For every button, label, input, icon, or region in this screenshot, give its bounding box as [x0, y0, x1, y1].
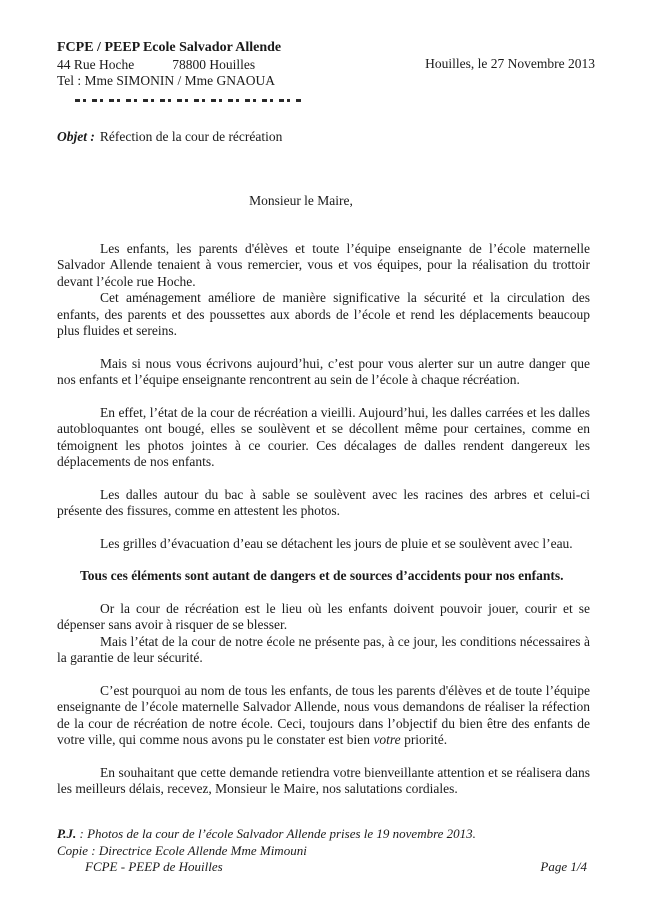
- letter-footer: [57, 826, 590, 876]
- request-text-end: priorité.: [400, 732, 448, 747]
- paragraph-playground-purpose: Or la cour de récréation est le lieu où les enfants doivent pouvoir jouer, courir et se dépenser sans avoir à risquer de se blesser.: [57, 600, 590, 632]
- footer-bottom-row: [57, 859, 590, 876]
- subject-label: Objet :: [57, 128, 95, 144]
- sender-city: 78800 Houilles: [172, 56, 256, 72]
- paragraph-thanks: Les enfants, les parents d'élèves et toute l’équipe enseignante de l’école maternelle Salvador Allende tenaient à vous remercier, vous et vos équipes, pour la réalisation du trottoir devant l’école rue Hoche.: [57, 240, 590, 289]
- redacted-phone-line: [75, 99, 303, 102]
- paragraph-improvement: Cet aménagement améliore de manière significative la sécurité et la circulation des enfants, des parents et des poussettes aux abords de l’école et rend les déplacements beaucoup plus fluides et sereins.: [57, 290, 590, 338]
- paragraph-request: [57, 683, 590, 749]
- paragraph-sandbox: Les dalles autour du bac à sable se soulèvent avec les racines des arbres et celui-ci présente des fissures, comme en attestent les photos.: [57, 486, 590, 518]
- letter-body: [57, 241, 590, 798]
- sender-contacts: Tel : Mme SIMONIN / Mme GNAOUA: [57, 73, 276, 88]
- subject-line: [57, 129, 590, 146]
- footer-org-line: FCPE - PEEP de Houilles: [85, 859, 223, 874]
- page-number: Page 1/4: [540, 859, 587, 874]
- pj-text: : Photos de la cour de l’école Salvador Allende prises le 19 novembre 2013.: [76, 826, 476, 841]
- request-text-start: C’est pourquoi au nom de tous les enfants, de tous les parents d'élèves et de toute l’équipe enseignante de l’école maternelle Salvador Allende, nous vous demandons de réaliser la réfection de la cour de récréation de notre école. Ceci, toujours dans l’objectif du bien être des enfants de votre ville, qui comme nous avons pu le constater est bien: [57, 682, 590, 747]
- request-emphasis: votre: [373, 732, 401, 747]
- paragraph-drains: Les grilles d’évacuation d’eau se détachent les jours de pluie et se soulèvent avec l’eau.: [100, 535, 573, 551]
- footer-copy-line: Copie : Directrice Ecole Allende Mme Mimouni: [57, 842, 307, 858]
- paragraph-courtyard-state: En effet, l’état de la cour de récréation a vieilli. Aujourd’hui, les dalles carrées et les dalles autobloquantes ont bougé, elles se soulèvent et se décollent même pour certaines, comme en témoignent les photos jointes à ce courier. Ces décalages de dalles rendent dangereux les déplacements de nos enfants.: [57, 404, 590, 469]
- letter-date: Houilles, le 27 Novembre 2013: [425, 56, 595, 71]
- footer-pj-line: [57, 826, 590, 843]
- paragraph-danger-statement: Tous ces éléments sont autant de dangers et de sources d’accidents pour nos enfants.: [80, 568, 564, 583]
- salutation: Monsieur le Maire,: [249, 193, 353, 208]
- paragraph-safety-conditions: Mais l’état de la cour de notre école ne présente pas, à ce jour, les conditions nécessaires à la garantie de leur sécurité.: [57, 633, 590, 665]
- letter-header: [57, 40, 595, 102]
- paragraph-closing: En souhaitant que cette demande retiendra votre bienveillante attention et se réalisera dans les meilleurs délais, recevez, Monsieur le Maire, nos salutations cordiales.: [57, 764, 590, 796]
- sender-street: 44 Rue Hoche: [57, 56, 135, 72]
- sender-org-name: FCPE / PEEP Ecole Salvador Allende: [57, 40, 282, 55]
- pj-label: P.J.: [57, 826, 77, 841]
- subject-text: Réfection de la cour de récréation: [99, 128, 283, 144]
- paragraph-alert: Mais si nous vous écrivons aujourd’hui, c’est pour vous alerter sur un autre danger que nos enfants et l’équipe enseignante rencontrent au sein de l’école à chaque récréation.: [57, 355, 590, 387]
